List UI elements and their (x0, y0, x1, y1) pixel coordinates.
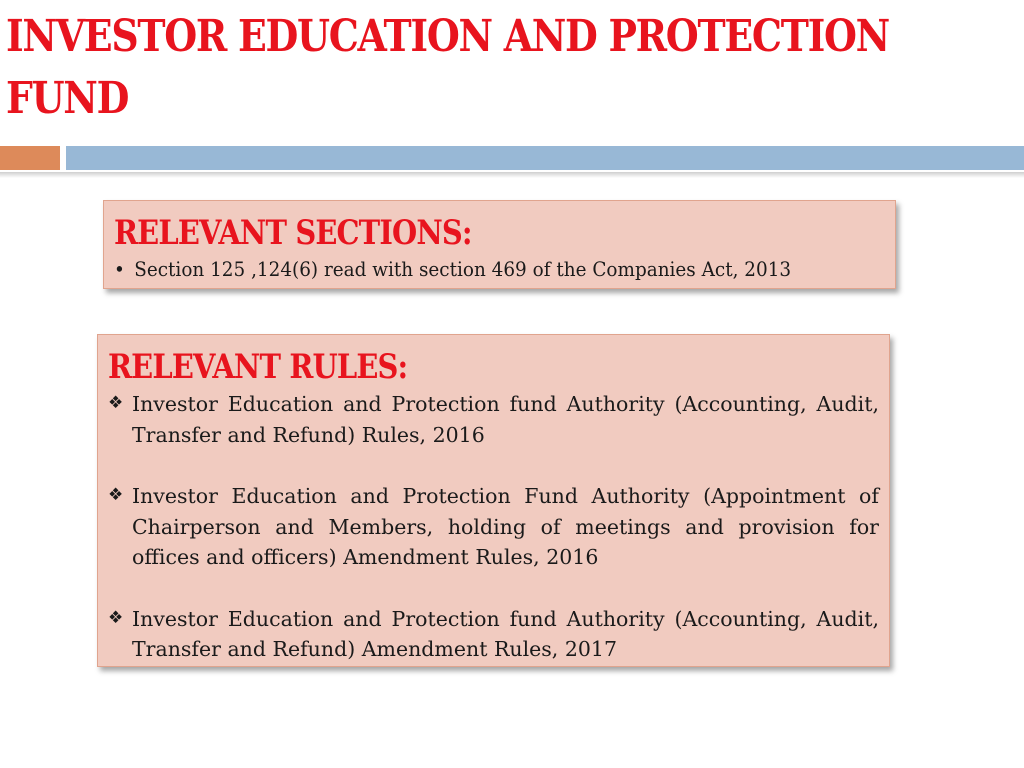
relevant-sections-box (103, 200, 896, 289)
relevant-sections-heading: RELEVANT SECTIONS: (114, 213, 472, 253)
relevant-rules-heading: RELEVANT RULES: (108, 347, 408, 387)
rule-item-text: Investor Education and Protection fund Authority (Accounting, Audit, Transfer and Refund) Amendment Rules, 2017 (132, 606, 879, 661)
slide-title (6, 6, 889, 130)
slide-title-line-2: FUND (6, 73, 129, 124)
bullet-dot-icon: • (114, 257, 125, 281)
section-item (114, 255, 823, 283)
rule-item (108, 604, 879, 665)
section-item-text: Section 125 ,124(6) read with section 469 of the Companies Act, 2013 (134, 257, 792, 281)
accent-bar-blue (66, 146, 1024, 170)
rule-item-text: Investor Education and Protection Fund Authority (Appointment of Chairperson and Members, holding of meetings and provision for offices and officers) Amendment Rules, 2016 (132, 484, 879, 569)
diamond-bullet-icon: ❖ (108, 393, 124, 413)
rule-item (108, 389, 879, 450)
accent-bar-shadow (0, 172, 1024, 178)
rule-item-text: Investor Education and Protection fund Authority (Accounting, Audit, Transfer and Refund) Rules, 2016 (132, 392, 879, 447)
slide-title-line-1: INVESTOR EDUCATION AND PROTECTION (6, 11, 889, 62)
rule-item (108, 481, 879, 573)
accent-bar-orange (0, 146, 60, 170)
diamond-bullet-icon: ❖ (108, 485, 124, 505)
relevant-rules-box (97, 334, 890, 667)
diamond-bullet-icon: ❖ (108, 607, 124, 628)
